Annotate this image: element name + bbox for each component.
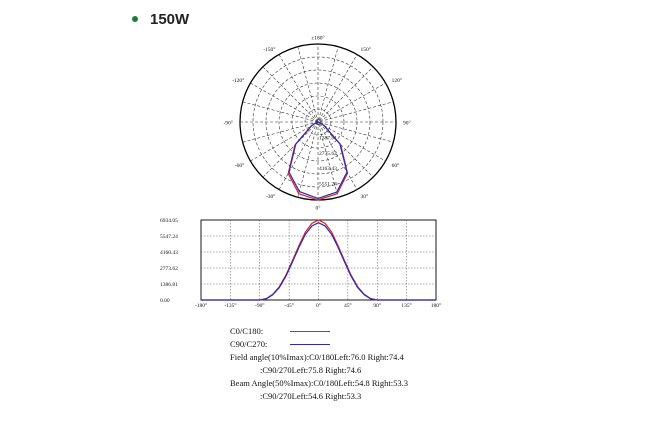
polar-angle-label: 0° bbox=[315, 205, 321, 212]
curve-x-tick-label: -90° bbox=[254, 303, 265, 309]
curve-x-tick-label: -135° bbox=[224, 303, 237, 309]
polar-angle-label: ±180° bbox=[311, 35, 325, 42]
curve-x-tick-label: 45° bbox=[344, 303, 352, 309]
curve-y-tick-label: 6934.05 bbox=[160, 218, 178, 224]
curve-y-tick-label: 4160.43 bbox=[160, 250, 178, 256]
legend-item-c0 bbox=[230, 325, 408, 338]
polar-angle-label: 90° bbox=[403, 120, 411, 127]
curve-x-tick-label: -180° bbox=[194, 303, 208, 309]
polar-angle-label: -90° bbox=[223, 120, 233, 127]
heading-text: 150W bbox=[150, 10, 190, 28]
polar-angle-label: -120° bbox=[232, 78, 245, 84]
curve-x-tick-label: 180° bbox=[430, 303, 442, 309]
curve-x-tick-label: 90° bbox=[373, 303, 382, 309]
field-angle-text: Field angle(10%Imax):C0/180Left:76.0 Right:74.4 bbox=[230, 352, 404, 362]
curve-y-tick-label: 1386.81 bbox=[160, 282, 178, 288]
legend-swatch bbox=[290, 331, 330, 332]
chart-legend bbox=[230, 325, 408, 403]
beam-angle-text: Beam Angle(50%Imax):C0/180Left:54.8 Right:53.3 bbox=[230, 378, 409, 388]
legend-item-c90 bbox=[230, 338, 408, 351]
curve-x-tick-label: -45° bbox=[284, 303, 294, 309]
polar-angle-label: -60° bbox=[234, 163, 245, 169]
curve-x-tick-label: 135° bbox=[401, 303, 412, 309]
polar-radial-label: 5551.24 bbox=[319, 181, 337, 188]
polar-radial-label: 4163.43 bbox=[319, 166, 337, 173]
polar-angle-label: 120° bbox=[391, 78, 403, 84]
beam-angle-c90-text: :C90/270Left:54.6 Right:53.3 bbox=[260, 391, 362, 401]
legend-label: C0/C180: bbox=[230, 326, 264, 336]
curve-y-tick-label: 0.00 bbox=[160, 298, 170, 304]
polar-angle-label: 30° bbox=[360, 194, 369, 201]
curve-y-tick-label: 2773.62 bbox=[160, 266, 178, 272]
legend-swatch bbox=[290, 344, 330, 345]
polar-radial-label: 2775.62 bbox=[319, 150, 337, 157]
polar-angle-label: -150° bbox=[263, 46, 276, 53]
polar-angle-label: -30° bbox=[265, 194, 276, 201]
legend-label: C90/C270: bbox=[230, 339, 268, 349]
polar-intensity-chart bbox=[218, 32, 418, 212]
polar-angle-label: 150° bbox=[360, 46, 371, 53]
curve-series-c90 bbox=[201, 223, 436, 300]
bullet-icon bbox=[132, 16, 138, 22]
section-heading bbox=[132, 9, 189, 29]
polar-angle-label: 60° bbox=[391, 163, 400, 169]
curve-x-tick-label: 0° bbox=[316, 303, 321, 309]
curve-y-tick-label: 5547.24 bbox=[160, 234, 178, 240]
polar-radial-label: 1387.81 bbox=[319, 135, 337, 142]
intensity-curve-chart bbox=[156, 212, 446, 312]
field-angle-c90-text: :C90/270Left:75.8 Right:74.6 bbox=[260, 365, 362, 375]
